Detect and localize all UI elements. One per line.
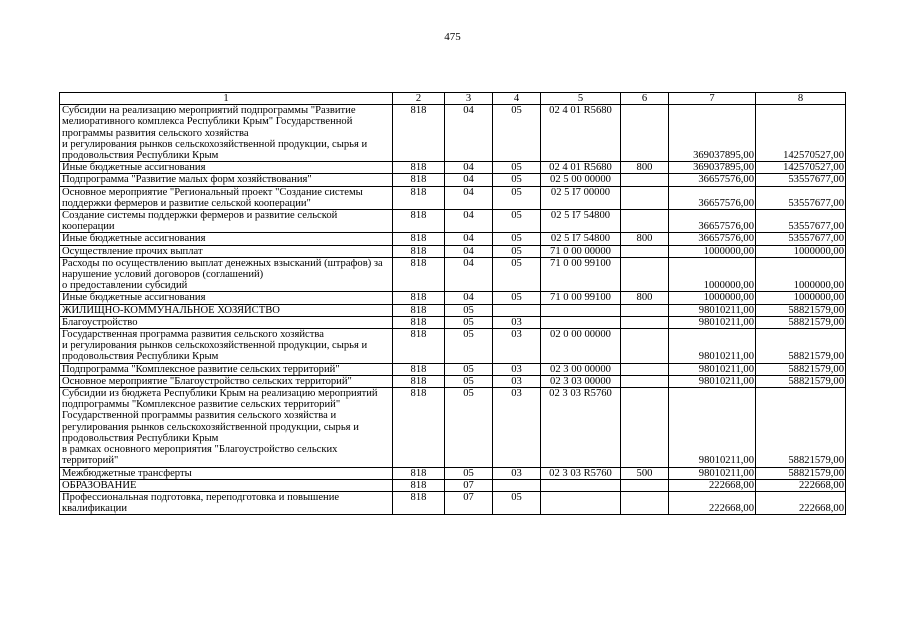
code-pr: 05: [493, 292, 541, 304]
code-gr: 818: [393, 479, 445, 491]
row-name: Межбюджетные трансферты: [60, 467, 393, 479]
row-name: Осуществление прочих выплат: [60, 245, 393, 257]
table-row: [60, 304, 846, 316]
code-vr: [621, 363, 669, 375]
amount-2: 53557677,00: [756, 186, 846, 209]
row-name: Иные бюджетные ассигнования: [60, 233, 393, 245]
code-gr: 818: [393, 162, 445, 174]
table-row: [60, 491, 846, 514]
row-name: ОБРАЗОВАНИЕ: [60, 479, 393, 491]
amount-2: 58821579,00: [756, 467, 846, 479]
code-csr: [541, 479, 621, 491]
code-gr: 818: [393, 329, 445, 364]
code-csr: 71 0 00 00000: [541, 245, 621, 257]
code-pr: 03: [493, 316, 541, 328]
code-rz: 05: [445, 304, 493, 316]
amount-1: 98010211,00: [669, 388, 756, 467]
code-gr: 818: [393, 363, 445, 375]
budget-table: [59, 92, 846, 515]
table-row: [60, 388, 846, 467]
code-vr: [621, 105, 669, 162]
amount-2: 58821579,00: [756, 388, 846, 467]
row-name: Иные бюджетные ассигнования: [60, 162, 393, 174]
code-pr: 05: [493, 233, 541, 245]
row-name: Подпрограмма "Комплексное развитие сельских территорий": [60, 363, 393, 375]
table-row: [60, 257, 846, 292]
table-row: [60, 245, 846, 257]
code-gr: 818: [393, 210, 445, 233]
row-name: Субсидии на реализацию мероприятий подпрограммы "Развитие мелиоративного комплекса Республики Крым" Государственной программы развития сельского хозяйства и регулирования рынков сельскохозяйственной продукции, сырья и продовольствия Республики Крым: [60, 105, 393, 162]
code-pr: [493, 479, 541, 491]
code-vr: [621, 329, 669, 364]
code-rz: 05: [445, 363, 493, 375]
header-cell: 8: [756, 93, 846, 105]
code-gr: 818: [393, 304, 445, 316]
code-vr: [621, 210, 669, 233]
table-row: [60, 467, 846, 479]
amount-2: 222668,00: [756, 479, 846, 491]
table-row: [60, 186, 846, 209]
code-rz: 04: [445, 292, 493, 304]
code-rz: 04: [445, 186, 493, 209]
code-gr: 818: [393, 491, 445, 514]
row-name: Благоустройство: [60, 316, 393, 328]
code-csr: 71 0 00 99100: [541, 292, 621, 304]
code-csr: 02 3 03 R5760: [541, 467, 621, 479]
code-rz: 04: [445, 162, 493, 174]
code-pr: 05: [493, 186, 541, 209]
code-csr: 02 3 03 R5760: [541, 388, 621, 467]
code-gr: 818: [393, 316, 445, 328]
code-csr: 02 3 00 00000: [541, 363, 621, 375]
code-gr: 818: [393, 292, 445, 304]
code-pr: 05: [493, 491, 541, 514]
code-vr: [621, 375, 669, 387]
table-row: [60, 375, 846, 387]
amount-2: 58821579,00: [756, 304, 846, 316]
code-rz: 07: [445, 491, 493, 514]
header-row: [60, 93, 846, 105]
code-gr: 818: [393, 375, 445, 387]
amount-2: 58821579,00: [756, 375, 846, 387]
amount-1: 1000000,00: [669, 292, 756, 304]
header-cell: 4: [493, 93, 541, 105]
amount-1: 98010211,00: [669, 329, 756, 364]
code-gr: 818: [393, 233, 445, 245]
code-csr: 02 4 01 R5680: [541, 105, 621, 162]
row-name: Иные бюджетные ассигнования: [60, 292, 393, 304]
amount-1: 36657576,00: [669, 174, 756, 186]
code-rz: 05: [445, 467, 493, 479]
amount-1: 98010211,00: [669, 375, 756, 387]
row-name: Субсидии из бюджета Республики Крым на реализацию мероприятий подпрограммы "Комплексное развитие сельских территорий" Государственной программы развития сельского хозяйства и регулирования рынков сельскохозяйственной продукции, сырья и продовольствия Республики Крым в рамках основного мероприятия "Благоустройство сельских территорий": [60, 388, 393, 467]
amount-2: 53557677,00: [756, 233, 846, 245]
code-gr: 818: [393, 467, 445, 479]
header-cell: 7: [669, 93, 756, 105]
code-vr: [621, 316, 669, 328]
code-pr: 05: [493, 105, 541, 162]
code-gr: 818: [393, 174, 445, 186]
code-csr: 71 0 00 99100: [541, 257, 621, 292]
code-vr: 800: [621, 162, 669, 174]
code-pr: 03: [493, 329, 541, 364]
table-row: [60, 329, 846, 364]
amount-2: 222668,00: [756, 491, 846, 514]
code-rz: 04: [445, 105, 493, 162]
code-rz: 04: [445, 174, 493, 186]
code-pr: 05: [493, 174, 541, 186]
code-gr: 818: [393, 245, 445, 257]
table-row: [60, 292, 846, 304]
row-name: Основное мероприятие "Региональный проект "Создание системы поддержки фермеров и развитие сельской кооперации": [60, 186, 393, 209]
row-name: Расходы по осуществлению выплат денежных взысканий (штрафов) за нарушение условий договоров (соглашений) о предоставлении субсидий: [60, 257, 393, 292]
amount-2: 142570527,00: [756, 105, 846, 162]
table-row: [60, 479, 846, 491]
amount-1: 98010211,00: [669, 363, 756, 375]
header-cell: 1: [60, 93, 393, 105]
code-vr: [621, 174, 669, 186]
code-csr: [541, 316, 621, 328]
row-name: Подпрограмма "Развитие малых форм хозяйствования": [60, 174, 393, 186]
code-csr: 02 0 00 00000: [541, 329, 621, 364]
code-csr: 02 3 03 00000: [541, 375, 621, 387]
row-name: Создание системы поддержки фермеров и развитие сельской кооперации: [60, 210, 393, 233]
code-pr: [493, 304, 541, 316]
code-vr: [621, 388, 669, 467]
code-rz: 05: [445, 388, 493, 467]
code-vr: [621, 479, 669, 491]
code-pr: 03: [493, 375, 541, 387]
amount-2: 58821579,00: [756, 363, 846, 375]
code-vr: 500: [621, 467, 669, 479]
table-row: [60, 233, 846, 245]
code-pr: 03: [493, 388, 541, 467]
code-pr: 05: [493, 245, 541, 257]
amount-1: 222668,00: [669, 491, 756, 514]
code-vr: [621, 245, 669, 257]
code-csr: 02 5 I7 54800: [541, 210, 621, 233]
code-vr: [621, 186, 669, 209]
table-row: [60, 363, 846, 375]
code-gr: 818: [393, 186, 445, 209]
amount-2: 1000000,00: [756, 245, 846, 257]
table-row: [60, 210, 846, 233]
code-csr: [541, 491, 621, 514]
code-gr: 818: [393, 257, 445, 292]
amount-2: 142570527,00: [756, 162, 846, 174]
code-csr: 02 5 I7 00000: [541, 186, 621, 209]
header-cell: 6: [621, 93, 669, 105]
code-rz: 05: [445, 316, 493, 328]
code-vr: 800: [621, 233, 669, 245]
code-rz: 04: [445, 233, 493, 245]
amount-1: 222668,00: [669, 479, 756, 491]
code-gr: 818: [393, 388, 445, 467]
amount-1: 369037895,00: [669, 105, 756, 162]
code-rz: 04: [445, 257, 493, 292]
code-pr: 05: [493, 162, 541, 174]
code-rz: 05: [445, 375, 493, 387]
amount-2: 53557677,00: [756, 174, 846, 186]
amount-1: 369037895,00: [669, 162, 756, 174]
table-row: [60, 162, 846, 174]
code-pr: 05: [493, 257, 541, 292]
header-cell: 2: [393, 93, 445, 105]
code-gr: 818: [393, 105, 445, 162]
amount-2: 58821579,00: [756, 329, 846, 364]
amount-1: 98010211,00: [669, 316, 756, 328]
code-rz: 04: [445, 245, 493, 257]
code-rz: 05: [445, 329, 493, 364]
code-rz: 07: [445, 479, 493, 491]
code-pr: 03: [493, 363, 541, 375]
code-pr: 05: [493, 210, 541, 233]
table-row: [60, 316, 846, 328]
code-rz: 04: [445, 210, 493, 233]
amount-1: 36657576,00: [669, 186, 756, 209]
code-csr: [541, 304, 621, 316]
amount-1: 98010211,00: [669, 304, 756, 316]
code-vr: [621, 257, 669, 292]
amount-1: 36657576,00: [669, 210, 756, 233]
code-csr: 02 5 00 00000: [541, 174, 621, 186]
amount-1: 98010211,00: [669, 467, 756, 479]
amount-2: 1000000,00: [756, 257, 846, 292]
row-name: Государственная программа развития сельского хозяйства и регулирования рынков сельскохозяйственной продукции, сырья и продовольствия Республики Крым: [60, 329, 393, 364]
amount-1: 1000000,00: [669, 245, 756, 257]
page-number: 475: [444, 31, 461, 43]
code-vr: [621, 491, 669, 514]
code-vr: 800: [621, 292, 669, 304]
row-name: Основное мероприятие "Благоустройство сельских территорий": [60, 375, 393, 387]
code-csr: 02 4 01 R5680: [541, 162, 621, 174]
code-pr: 03: [493, 467, 541, 479]
table-row: [60, 105, 846, 162]
code-vr: [621, 304, 669, 316]
row-name: ЖИЛИЩНО-КОММУНАЛЬНОЕ ХОЗЯЙСТВО: [60, 304, 393, 316]
amount-1: 36657576,00: [669, 233, 756, 245]
amount-2: 58821579,00: [756, 316, 846, 328]
table-row: [60, 174, 846, 186]
header-cell: 5: [541, 93, 621, 105]
amount-2: 53557677,00: [756, 210, 846, 233]
row-name: Профессиональная подготовка, переподготовка и повышение квалификации: [60, 491, 393, 514]
code-csr: 02 5 I7 54800: [541, 233, 621, 245]
amount-1: 1000000,00: [669, 257, 756, 292]
amount-2: 1000000,00: [756, 292, 846, 304]
header-cell: 3: [445, 93, 493, 105]
